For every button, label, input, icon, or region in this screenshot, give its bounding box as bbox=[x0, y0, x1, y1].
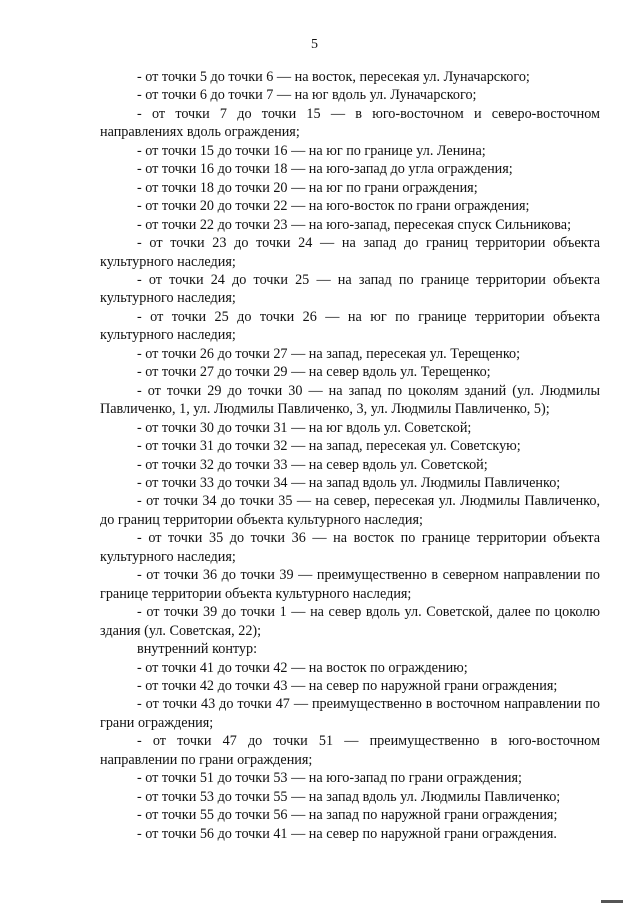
paragraph-24: - от точки 41 до точки 42 — на восток по ограждению; bbox=[137, 659, 468, 676]
paragraph-28: - от точки 51 до точки 53 — на юго-запад по грани ограждения; bbox=[137, 770, 522, 787]
paragraph-25: - от точки 42 до точки 43 — на север по наружной грани ограждения; bbox=[137, 677, 558, 694]
paragraph-10: - от точки 24 до точки 25 — на запад по границе территории объекта культурного наследия; bbox=[100, 271, 600, 307]
paragraph-19: - от точки 34 до точки 35 — на север, пересекая ул. Людмилы Павличенко, до границ территории объекта культурного наследия; bbox=[100, 493, 600, 528]
paragraph-30: - от точки 55 до точки 56 — на запад по наружной грани ограждения; bbox=[137, 807, 558, 824]
paragraph-5: - от точки 16 до точки 18 — на юго-запад до угла ограждения; bbox=[137, 161, 513, 178]
paragraph-1: - от точки 5 до точки 6 — на восток, пересекая ул. Луначарского; bbox=[137, 69, 530, 85]
paragraph-6: - от точки 18 до точки 20 — на юг по грани ограждения; bbox=[137, 179, 478, 196]
paragraph-22: - от точки 39 до точки 1 — на север вдоль ул. Советской, далее по цоколю здания (ул. Советская, 22); bbox=[100, 604, 600, 639]
paragraph-16: - от точки 31 до точки 32 — на запад, пересекая ул. Советскую; bbox=[137, 438, 521, 455]
paragraph-29: - от точки 53 до точки 55 — на запад вдоль ул. Людмилы Павличенко; bbox=[137, 788, 561, 805]
paragraph-26: - от точки 43 до точки 47 — преимущественно в восточном направлении по грани ограждения; bbox=[100, 696, 600, 731]
paragraph-4: - от точки 15 до точки 16 — на юг по границе ул. Ленина; bbox=[137, 142, 486, 159]
page-number: 5 bbox=[311, 37, 318, 52]
paragraph-9: - от точки 23 до точки 24 — на запад до границ территории объекта культурного наследия; bbox=[100, 235, 600, 270]
paragraph-2: - от точки 6 до точки 7 — на юг вдоль ул. Луначарского; bbox=[137, 87, 477, 104]
paragraph-31: - от точки 56 до точки 41 — на север по наружной грани ограждения. bbox=[137, 825, 557, 842]
paragraph-13: - от точки 27 до точки 29 — на север вдоль ул. Терещенко; bbox=[137, 364, 491, 381]
paragraph-27: - от точки 47 до точки 51 — преимущественно в юго-восточном направлении по грани ограждения; bbox=[100, 733, 600, 768]
paragraph-11: - от точки 25 до точки 26 — на юг по границе территории объекта культурного наследия; bbox=[100, 308, 600, 344]
paragraph-14: - от точки 29 до точки 30 — на запад по цоколям зданий (ул. Людмилы Павличенко, 1, ул. Людмилы Павличенко, 3, ул. Людмилы Павличенко, 5); bbox=[100, 382, 600, 418]
paragraph-12: - от точки 26 до точки 27 — на запад, пересекая ул. Терещенко; bbox=[137, 345, 521, 362]
document-body bbox=[100, 68, 600, 843]
paragraph-8: - от точки 22 до точки 23 — на юго-запад, пересекая спуск Сильникова; bbox=[137, 216, 572, 233]
paragraph-3: - от точки 7 до точки 15 — в юго-восточном и северо-восточном направлениях вдоль ограждения; bbox=[100, 105, 600, 141]
paragraph-15: - от точки 30 до точки 31 — на юг вдоль ул. Советской; bbox=[137, 419, 472, 436]
scan-edge-mark bbox=[601, 900, 623, 903]
section-label-inner-contour: внутренний контур: bbox=[137, 641, 258, 658]
paragraph-7: - от точки 20 до точки 22 — на юго-восток по грани ограждения; bbox=[137, 198, 530, 215]
paragraph-21: - от точки 36 до точки 39 — преимущественно в северном направлении по границе территории объекта культурного наследия; bbox=[100, 567, 600, 602]
paragraph-18: - от точки 33 до точки 34 — на запад вдоль ул. Людмилы Павличенко; bbox=[137, 474, 561, 491]
paragraph-20: - от точки 35 до точки 36 — на восток по границе территории объекта культурного наследия; bbox=[100, 530, 600, 565]
paragraph-17: - от точки 32 до точки 33 — на север вдоль ул. Советской; bbox=[137, 456, 488, 473]
